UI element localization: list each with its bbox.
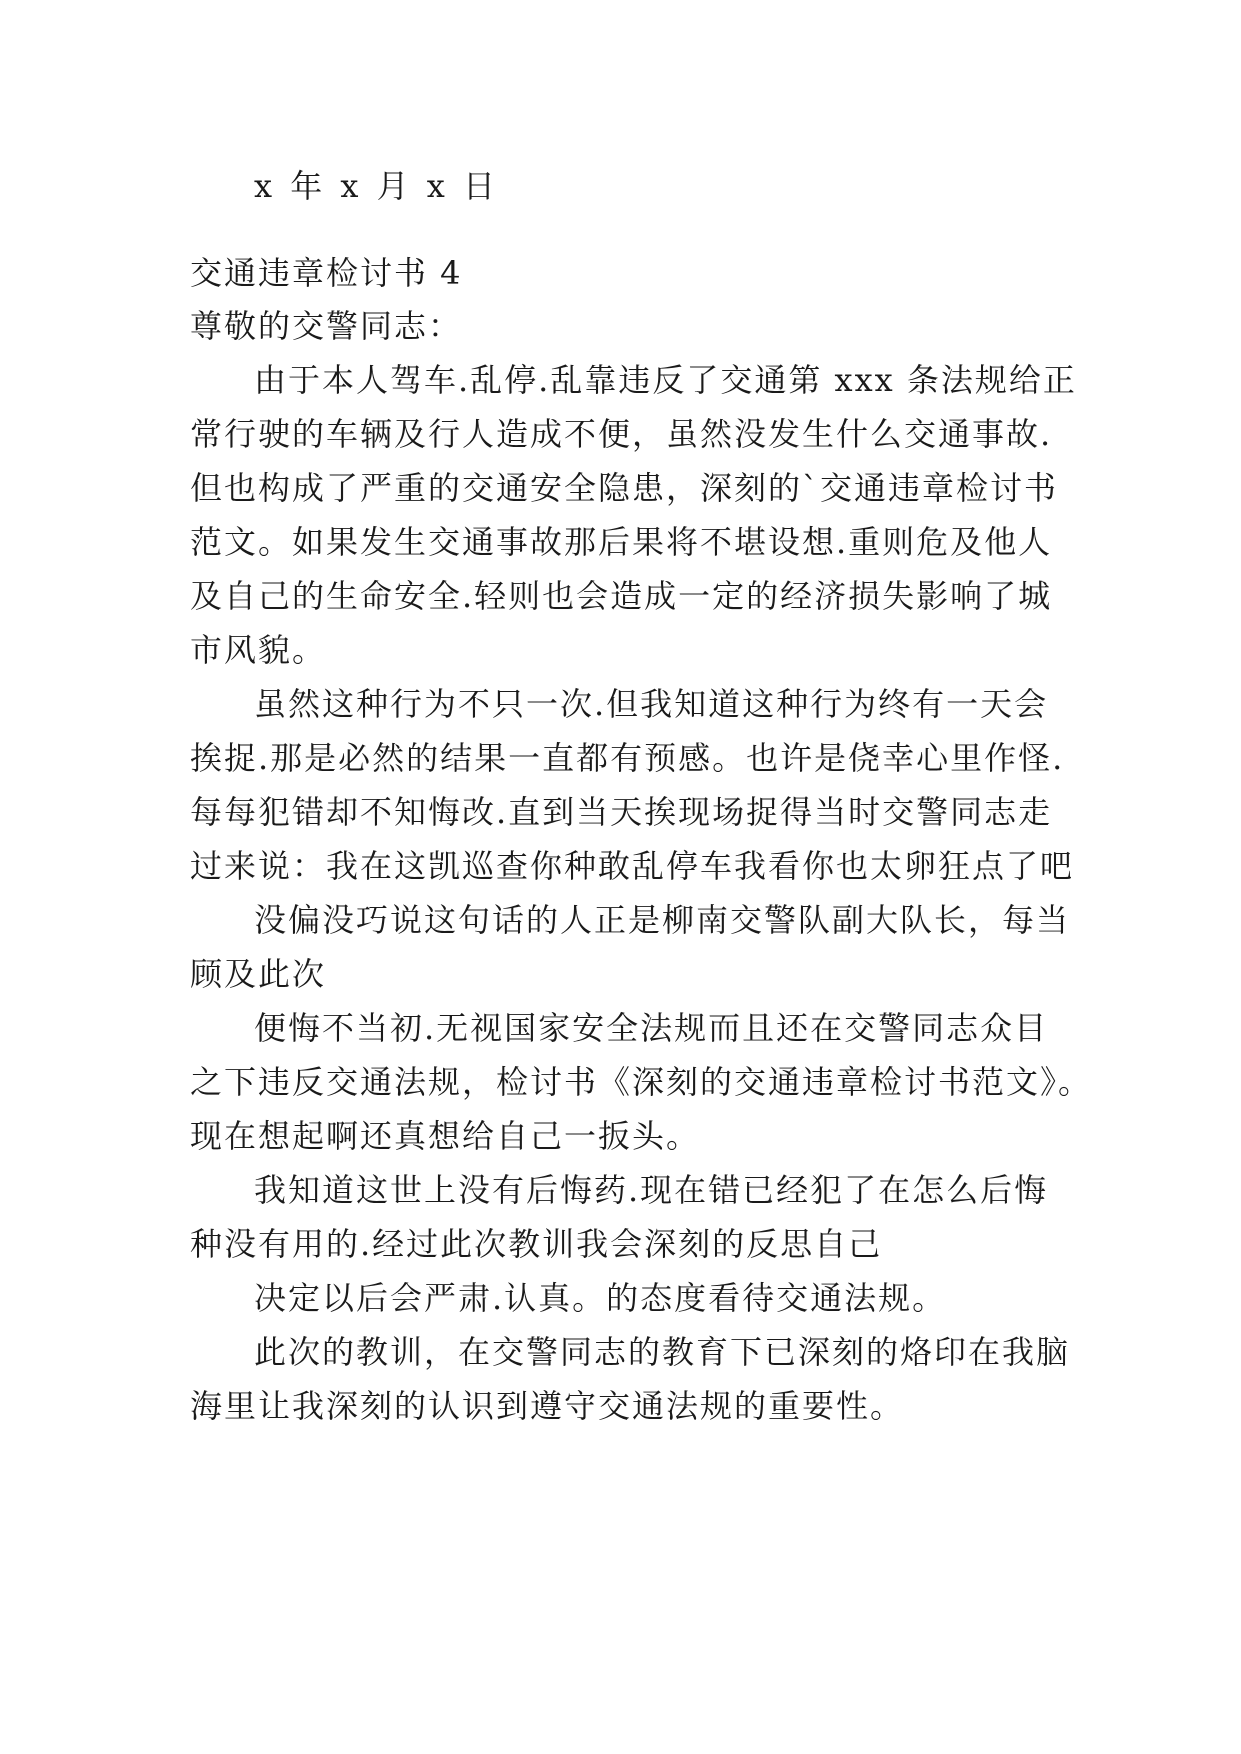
paragraph-line: 我知道这世上没有后悔药.现在错已经犯了在怎么后悔: [254, 1171, 1049, 1209]
paragraph-line: 便悔不当初.无视国家安全法规而且还在交警同志众目: [254, 1009, 1049, 1047]
paragraph-line: 市风貌。: [190, 631, 327, 669]
paragraph-line: 范文。如果发生交通事故那后果将不堪设想.重则危及他人: [190, 523, 1053, 561]
paragraph-line: 每每犯错却不知悔改.直到当天挨现场捉得当时交警同志走: [190, 793, 1053, 831]
paragraph-line: 现在想起啊还真想给自己一扳头。: [190, 1117, 701, 1155]
salutation: 尊敬的交警同志：: [190, 307, 463, 345]
paragraph-line: 虽然这种行为不只一次.但我知道这种行为终有一天会: [254, 685, 1049, 723]
paragraph-line: 海里让我深刻的认识到遵守交通法规的重要性。: [190, 1387, 905, 1425]
paragraph-line: 种没有用的.经过此次教训我会深刻的反思自己: [190, 1225, 883, 1263]
document-title: 交通违章检讨书 4: [190, 254, 463, 292]
paragraph-line: 由于本人驾车.乱停.乱靠违反了交通第 xxx 条法规给正: [254, 361, 1077, 399]
date-line: x 年 x 月 x 日: [254, 167, 500, 205]
paragraph-line: 过来说：我在这凯巡查你种敢乱停车我看你也太卵狂点了吧: [190, 847, 1075, 885]
paragraph-line: 常行驶的车辆及行人造成不便，虽然没发生什么交通事故.: [190, 415, 1053, 453]
paragraph-line: 挨捉.那是必然的结果一直都有预感。也许是侥幸心里作怪.: [190, 739, 1065, 777]
paragraph-line: 但也构成了严重的交通安全隐患，深刻的`交通违章检讨书: [190, 469, 1059, 507]
paragraph-line: 此次的教训，在交警同志的教育下已深刻的烙印在我脑: [254, 1333, 1071, 1371]
paragraph-line: 及自己的生命安全.轻则也会造成一定的经济损失影响了城: [190, 577, 1053, 615]
paragraph-line: 之下违反交通法规，检讨书《深刻的交通违章检讨书范文》。: [190, 1063, 1093, 1101]
paragraph-line: 没偏没巧说这句话的人正是柳南交警队副大队长，每当: [254, 901, 1071, 939]
paragraph-line: 决定以后会严肃.认真。的态度看待交通法规。: [254, 1279, 947, 1317]
paragraph-line: 顾及此次: [190, 955, 327, 993]
